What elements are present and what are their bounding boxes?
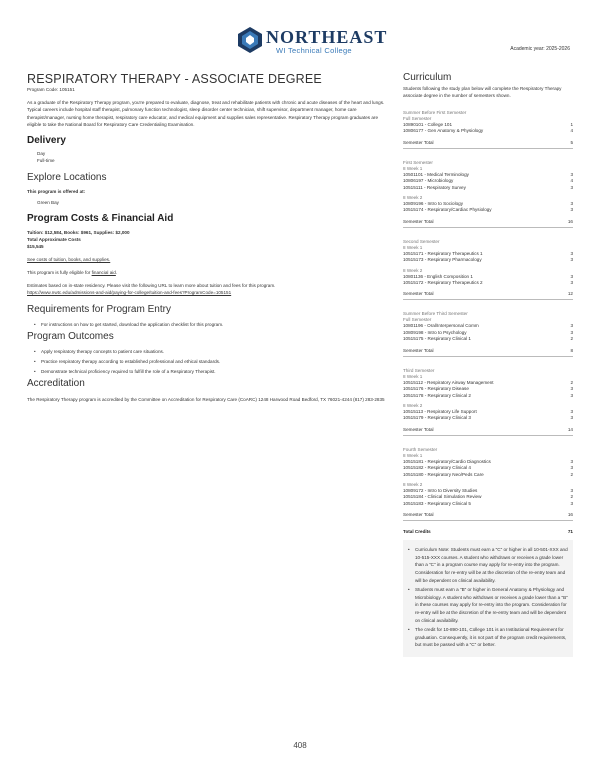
course-credits: 2 [570,494,573,500]
requirements-heading: Requirements for Program Entry [27,304,171,316]
course-title: 10515174 - Respiratory/Cardiac Physiology [403,207,492,213]
semester-total-label: Semester Total [403,426,434,432]
course-title: 10515113 - Respiratory Life Support [403,408,477,414]
total-costs-label: Total Approximate Costs [27,237,81,243]
course-title: 10515178 - Respiratory Clinical 2 [403,392,471,398]
financial-aid-link[interactable]: financial aid [91,270,116,276]
requirements-list [27,321,389,328]
semester-total-row [403,219,573,228]
outcomes-list [27,348,389,375]
course-credits: 3 [570,386,573,392]
block-label: 8 Week 2 [403,481,423,487]
aid-suffix: . [115,270,118,276]
delivery-item: Day [37,151,46,157]
logo-name: NORTHEAST [266,27,388,47]
accreditation-heading: Accreditation [27,378,85,390]
course-credits: 3 [570,458,573,464]
logo-subtitle: WI Technical College [276,46,352,55]
course-row [403,501,573,507]
curriculum-panel [403,72,573,657]
block-label: 8 Week 1 [403,373,423,379]
delivery-heading: Delivery [27,135,66,147]
course-title: 10501101 - Medical Terminology [403,171,469,177]
course-title: 10515111 - Respiratory Survey [403,184,466,190]
block-label: 8 Week 1 [403,244,423,250]
course-credits: 3 [570,201,573,207]
course-title: 10809196 - Intro to Sociology [403,201,464,207]
note-item: • The credit for 10-890-101, College 101 is an Institutional Requirement for graduation. Consequently, it is not part of the program credit requirements, but must be passed with a "C" or better. [403,626,569,649]
semester-total-row [403,427,573,436]
list-item: • For instructions on how to get started, download the application checklist for this program. [27,321,389,328]
block-label: 8 Week 2 [403,402,423,408]
note-item: • Students must earn a "B" or higher in General Anatomy & Physiology and Microbiology. A student who withdraws or receives a grade lower than a "B" in these courses may apply for re-entry into the program. Consideration for re-entry will be at the discretion of the re-entry team and will be dependent on clinical availability. [403,586,569,624]
semester-name: Fourth Semester [403,446,438,452]
semester-list [403,110,573,521]
course-title: 10515176 - Respiratory Disease [403,386,469,392]
program-details [27,72,389,403]
list-item: • Demonstrate technical proficiency required to fulfill the role of a Respiratory Therapist. [27,368,389,375]
semester-section [403,239,573,301]
course-title: 10515179 - Respiratory Clinical 3 [403,415,471,421]
semester-total-value: 16 [567,218,573,224]
offered-label: This program is offered at: [27,189,86,195]
course-title: 10806197 - Microbiology [403,178,454,184]
semester-section [403,311,573,356]
course-row [403,207,573,213]
semester-name: Summer Before First Semester [403,110,467,115]
course-title: 10515183 - Respiratory Clinical 5 [403,500,471,506]
course-row [403,280,573,286]
course-credits: 3 [570,392,573,398]
course-row [403,257,573,263]
semester-total-row [403,140,573,149]
list-item: • Apply respiratory therapy concepts to patient care situations. [27,348,389,355]
course-title: 10515175 - Respiratory Clinical 1 [403,336,471,342]
course-row [403,185,573,191]
semester-total-value: 14 [567,426,573,432]
tuition-url-link[interactable]: https://www.nwtc.edu/admissions-and-aid/paying-for-college/tuition-and-fees?ProgramCode=105151 [27,290,232,296]
course-credits: 3 [570,207,573,213]
delivery-item: Full-time [37,158,55,164]
semester-total-row [403,291,573,300]
course-credits: 3 [570,329,573,335]
course-credits: 3 [570,273,573,279]
course-credits: 3 [570,415,573,421]
course-credits: 3 [570,280,573,286]
block-label: Full Semester [403,116,432,121]
semester-total-label: Semester Total [403,139,434,145]
semester-total-label: Semester Total [403,291,434,297]
course-title: 10515172 - Respiratory Therapeutics 2 [403,280,483,286]
tuition-line: Tuition: $12,584, Books: $961, Supplies: $2,000 [27,230,130,236]
semester-total-label: Semester Total [403,512,434,518]
course-credits: 3 [570,408,573,414]
course-credits: 4 [570,128,573,134]
curriculum-notes [403,540,573,657]
semester-section [403,160,573,228]
semester-total-label: Semester Total [403,218,434,224]
course-title: 10801196 - Oral/Interpersonal Comm [403,323,479,329]
course-title: 10515181 - Respiratory/Cardio Diagnostics [403,458,491,464]
location-item: Green Bay [37,200,59,206]
semester-total-row [403,348,573,357]
course-credits: 3 [570,487,573,493]
course-row [403,336,573,342]
college-logo [236,26,406,56]
total-credits-label: Total Credits [403,529,431,535]
block-label: 8 Week 2 [403,267,423,273]
costs-heading: Program Costs & Financial Aid [27,213,174,225]
block-label: Full Semester [403,317,432,323]
course-title: 10809172 - Intro to Diversity Studies [403,487,478,493]
course-title: 10515112 - Respiratory Airway Management [403,379,494,385]
course-title: 10515180 - Respiratory Neo/Peds Care [403,471,484,477]
block-label: 8 Week 1 [403,452,423,458]
course-row [403,415,573,421]
course-credits: 3 [570,500,573,506]
semester-total-row [403,512,573,521]
course-row [403,393,573,399]
semester-total-label: Semester Total [403,347,434,353]
semester-total-value: 12 [567,291,573,297]
course-row [403,128,573,134]
course-title: 10801136 - English Composition 1 [403,273,473,279]
semester-name: Third Semester [403,367,435,373]
total-credits-value: 71 [567,529,573,535]
semester-total-value: 8 [570,347,573,353]
course-credits: 3 [570,171,573,177]
note-item: • Curriculum Note: Students must earn a "C" or higher in all 10-501-XXX and 10-515-XXX courses. A student who withdraws or receives a grade lower than a "C" in a program course may apply for re-entry into the program. Consideration for re-entry will be at the discretion of the re-entry team and will be dependent on clinical availability. [403,546,569,584]
semester-name: Second Semester [403,238,440,244]
course-title: 10515171 - Respiratory Therapeutics 1 [403,250,483,256]
program-description: As a graduate of the Respiratory Therapy program, you're prepared to evaluate, diagnose, treat and rehabilitate patients with chronic and acute diseases of the heart and lungs. Typical careers include hospital staff therapist, pulmonary function technologist, sleep disorder center technician, shift supervisor, department manager, home care therapist/manager, nursing home therapist, respiratory care educator, and medical equipment and supplies sales representative. Respiratory Therapy program graduates are eligible to take the National Board for Respiratory Care Credentialing Examination. [27,100,385,127]
course-credits: 1 [570,122,573,127]
total-credits-row [403,529,573,534]
curriculum-heading: Curriculum [403,72,452,83]
page-number: 408 [293,741,307,750]
total-costs-value: $15,545 [27,244,44,250]
course-credits: 3 [570,323,573,329]
outcomes-heading: Program Outcomes [27,331,114,343]
course-credits: 2 [570,471,573,477]
semester-section [403,368,573,436]
course-title: 10890101 - College 101 [403,122,453,127]
logo-shield-icon [236,26,264,54]
costs-link[interactable]: See costs of tuition, books, and supplies. [27,257,111,263]
course-title: 10806177 - Gen Anatomy & Physiology [403,128,484,134]
semester-total-value: 16 [567,512,573,518]
locations-heading: Explore Locations [27,172,107,184]
aid-prefix: This program is fully eligible for [27,270,92,276]
semester-total-value: 5 [570,139,573,145]
semester-name: Summer Before Third Semester [403,311,468,317]
program-code: Program Code: 105151 [27,87,75,92]
semester-name: First Semester [403,159,433,165]
estimate-text: Estimates based on in-state residency. Please visit the following URL to learn more about tuition and fees for this program. [27,283,276,289]
course-credits: 2 [570,379,573,385]
semester-section [403,110,573,149]
accreditation-text: The Respiratory Therapy program is accredited by the Committee on Accreditation for Respiratory Care (CoARC) 1248 Harwood Road Bedford, TX 76021-4244 (817) 283-2835 [27,397,385,403]
course-credits: 4 [570,178,573,184]
course-credits: 3 [570,184,573,190]
list-item: • Practice respiratory therapy according to established professional and ethical standards. [27,358,389,365]
block-label: 8 Week 2 [403,195,423,201]
curriculum-intro: Students following the study plan below will complete the Respiratory Therapy associate degree in the number of semesters shown. [403,86,562,98]
academic-year: Academic year: 2025-2026 [510,46,570,52]
course-credits: 3 [570,465,573,471]
course-title: 10809198 - Intro to Psychology [403,329,467,335]
program-title: RESPIRATORY THERAPY - ASSOCIATE DEGREE [27,72,322,86]
course-row [403,472,573,478]
course-credits: 3 [570,257,573,263]
course-title: 10515182 - Respiratory Clinical 4 [403,465,471,471]
block-label: 8 Week 1 [403,165,423,171]
course-title: 10515173 - Respiratory Pharmacology [403,257,482,263]
semester-section [403,447,573,521]
financial-aid-line [27,269,389,276]
course-credits: 2 [570,336,573,342]
course-title: 10515184 - Clinical Simulation Review [403,494,482,500]
course-credits: 3 [570,250,573,256]
